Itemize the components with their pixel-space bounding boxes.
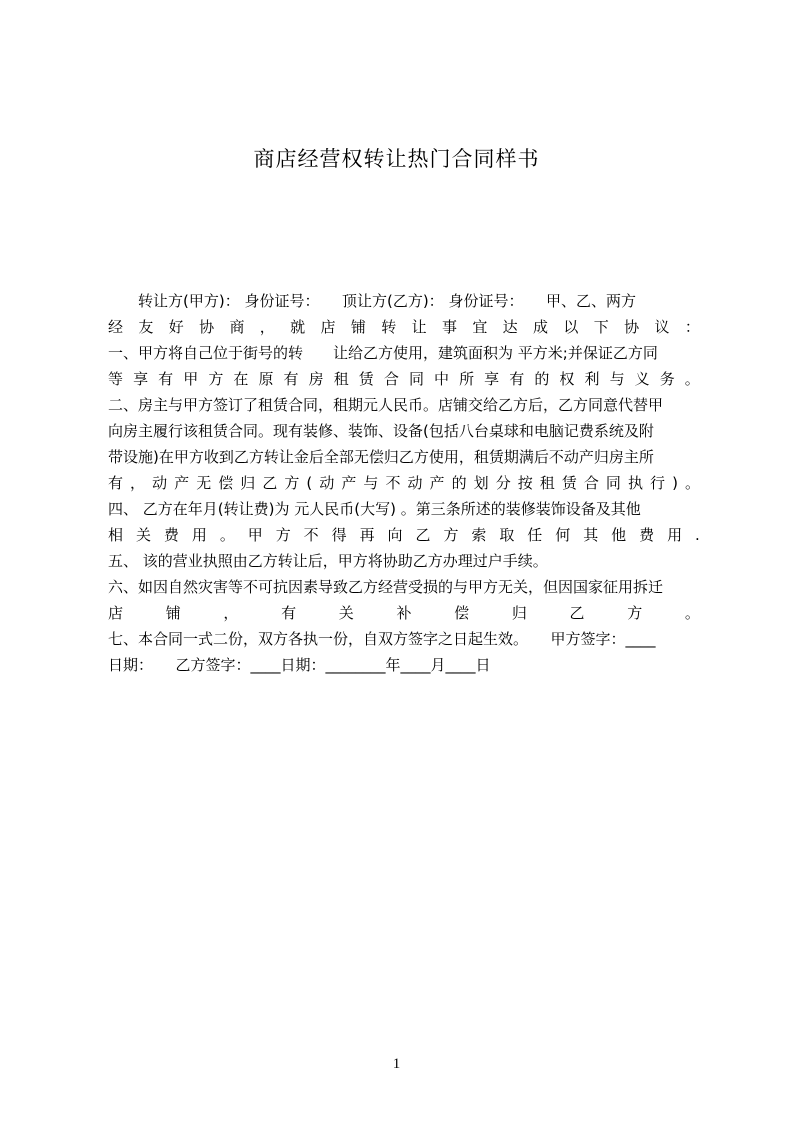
justified-char: 转 [381, 318, 397, 336]
justified-char: ) [672, 474, 678, 492]
justified-char: 方 [284, 474, 300, 492]
justified-char: ( [306, 474, 313, 492]
justified-char: 费 [163, 526, 179, 544]
justified-char: 动 [319, 474, 335, 492]
paragraph-line-8 [108, 472, 700, 494]
justified-char: 执 [627, 474, 643, 492]
justified-char: 方 [208, 370, 224, 388]
justified-char: 享 [133, 370, 149, 388]
justified-char: 让 [411, 318, 427, 336]
justified-char: 好 [168, 318, 184, 336]
justified-char: 方 [443, 526, 459, 544]
justified-char: 再 [359, 526, 375, 544]
justified-char: 在 [233, 370, 249, 388]
justified-char: 他 [611, 526, 627, 544]
justified-char: 协 [624, 318, 640, 336]
justified-char: 铺 [165, 604, 181, 622]
justified-char: 协 [199, 318, 215, 336]
page-number: 1 [392, 1056, 401, 1072]
paragraph-line-12: 六、如因自然灾害等不可抗因素导致乙方经营受损的与甲方无关，但因国家征用拆迁 [108, 578, 664, 596]
justified-char: 同 [408, 370, 424, 388]
justified-char: 有 [283, 370, 299, 388]
justified-char: 下 [593, 318, 609, 336]
justified-char: 用 [191, 526, 207, 544]
justified-char: 。 [684, 604, 700, 622]
justified-char: 向 [387, 526, 403, 544]
paragraph-line-13 [108, 602, 700, 624]
justified-char: 动 [152, 474, 168, 492]
justified-char: 。 [684, 474, 700, 492]
justified-char: 合 [583, 474, 599, 492]
justified-char: 有 [158, 370, 174, 388]
justified-char: ， [259, 318, 275, 336]
justified-char: 产 [341, 474, 357, 492]
justified-char: 房 [308, 370, 324, 388]
justified-char: 与 [609, 370, 625, 388]
justified-char: 达 [502, 318, 518, 336]
justified-char: 原 [258, 370, 274, 388]
justified-char: 以 [563, 318, 579, 336]
paragraph-line-4 [108, 368, 700, 390]
justified-char: 其 [583, 526, 599, 544]
paragraph-line-3: 一、甲方将自己位于街号的转 让给乙方使用，建筑面积为 平方米;并保证乙方同 [108, 344, 658, 362]
justified-char: 得 [331, 526, 347, 544]
justified-char: 宜 [472, 318, 488, 336]
justified-char: 无 [196, 474, 212, 492]
justified-char: 关 [135, 526, 151, 544]
paragraph-line-5: 二、房主与甲方签订了租赁合同，租期元人民币。店铺交给乙方后，乙方同意代替甲 [108, 396, 664, 414]
justified-char: 何 [555, 526, 571, 544]
justified-char: 成 [533, 318, 549, 336]
justified-char: 与 [363, 474, 379, 492]
page-title: 商店经营权转让热门合同样书 [253, 147, 540, 171]
justified-char: 补 [396, 604, 412, 622]
justified-char: 取 [499, 526, 515, 544]
justified-char: 不 [385, 474, 401, 492]
justified-char: 任 [527, 526, 543, 544]
justified-char: 店 [108, 604, 124, 622]
justified-char: 偿 [454, 604, 470, 622]
justified-char: 经 [108, 318, 124, 336]
justified-char: 商 [229, 318, 245, 336]
justified-char: 偿 [218, 474, 234, 492]
justified-char: 产 [174, 474, 190, 492]
justified-char: 议 [654, 318, 670, 336]
justified-char: 就 [290, 318, 306, 336]
signature-line-2: 日期： 乙方签字：____日期：________年____月____日 [108, 656, 491, 674]
justified-char: 的 [451, 474, 467, 492]
paragraph-line-6: 向房主履行该租赁合同。现有装修、装饰、设备(包括八台桌球和电脑记费系统及附 [108, 422, 654, 440]
justified-char: 有 [108, 474, 124, 492]
justified-char: 赁 [561, 474, 577, 492]
justified-char: 关 [338, 604, 354, 622]
justified-char: 有 [509, 370, 525, 388]
justified-char: 行 [650, 474, 666, 492]
justified-char: 利 [584, 370, 600, 388]
justified-char: 所 [459, 370, 475, 388]
justified-char: ： [684, 318, 700, 336]
justified-char: 按 [517, 474, 533, 492]
paragraph-line-10 [108, 524, 700, 546]
justified-char: . [695, 526, 700, 544]
justified-char: 甲 [247, 526, 263, 544]
justified-char: 权 [559, 370, 575, 388]
justified-char: 乙 [262, 474, 278, 492]
signature-line-1: 七、本合同一式二份，双方各执一份，自双方签字之日起生效。 甲方签字：____ [108, 630, 656, 648]
justified-char: 中 [434, 370, 450, 388]
paragraph-line-7: 带设施)在甲方收到乙方转让金后全部无偿归乙方使用，租赁期满后不动产归房主所 [108, 448, 654, 466]
justified-char: 赁 [358, 370, 374, 388]
justified-char: ， [223, 604, 239, 622]
justified-char: 务 [659, 370, 675, 388]
justified-char: 事 [441, 318, 457, 336]
justified-char: 。 [684, 370, 700, 388]
justified-char: 分 [495, 474, 511, 492]
justified-char: 划 [473, 474, 489, 492]
justified-char: 义 [634, 370, 650, 388]
justified-char: 甲 [183, 370, 199, 388]
paragraph-line-11: 五、 该的营业执照由乙方转让后，甲方将协助乙方办理过户手续。 [108, 552, 548, 570]
justified-char: 方 [275, 526, 291, 544]
paragraph-line-1: 转让方(甲方)： 身份证号： 顶让方(乙方)： 身份证号： 甲、乙、两方 [108, 292, 636, 310]
justified-char: 不 [303, 526, 319, 544]
justified-char: 归 [240, 474, 256, 492]
justified-char: 用 [667, 526, 683, 544]
justified-char: 等 [108, 370, 124, 388]
justified-char: 动 [407, 474, 423, 492]
justified-char: ， [130, 474, 146, 492]
justified-char: 乙 [415, 526, 431, 544]
justified-char: 。 [219, 526, 235, 544]
justified-char: 同 [605, 474, 621, 492]
justified-char: 的 [534, 370, 550, 388]
justified-char: 合 [383, 370, 399, 388]
justified-char: 友 [138, 318, 154, 336]
justified-char: 归 [511, 604, 527, 622]
justified-char: 租 [539, 474, 555, 492]
justified-char: 乙 [569, 604, 585, 622]
justified-char: 相 [108, 526, 124, 544]
justified-char: 租 [333, 370, 349, 388]
justified-char: 产 [429, 474, 445, 492]
justified-char: 铺 [350, 318, 366, 336]
paragraph-line-2 [108, 316, 700, 338]
justified-char: 享 [484, 370, 500, 388]
justified-char: 索 [471, 526, 487, 544]
justified-char: 方 [627, 604, 643, 622]
justified-char: 有 [281, 604, 297, 622]
justified-char: 费 [639, 526, 655, 544]
justified-char: 店 [320, 318, 336, 336]
paragraph-line-9: 四、 乙方在年月(转让费)为 元人民币(大写) 。第三条所述的装修装饰设备及其他 [108, 500, 641, 518]
